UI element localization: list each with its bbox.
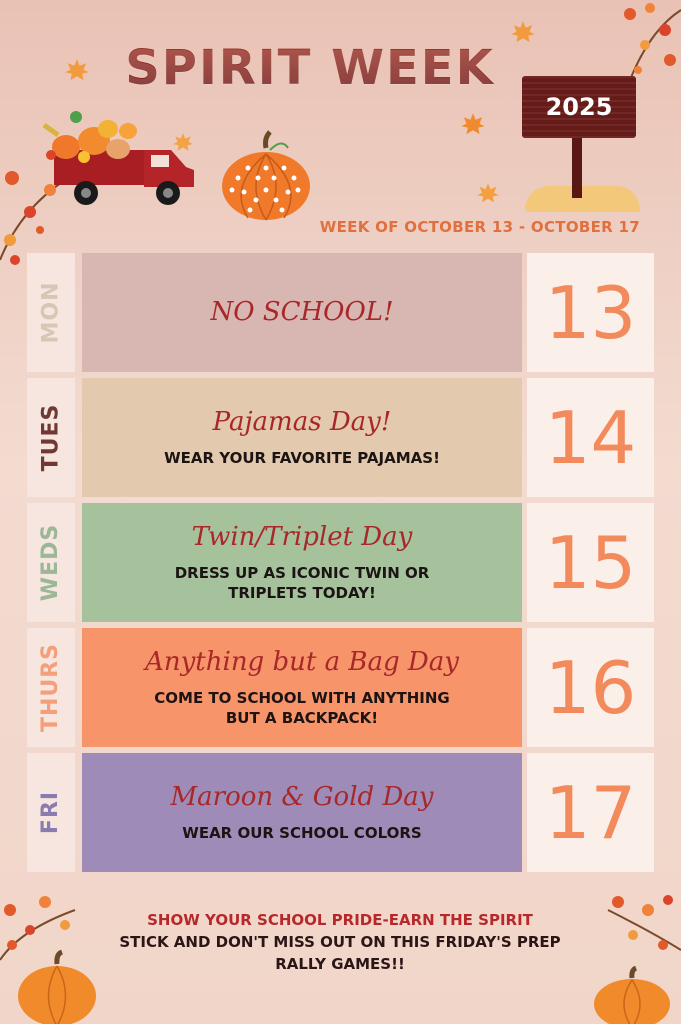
sign-mound bbox=[525, 186, 640, 212]
event-title: Pajamas Day! bbox=[212, 406, 392, 437]
pumpkin-icon bbox=[16, 950, 98, 1024]
day-tab bbox=[27, 503, 75, 622]
day-tab bbox=[27, 378, 75, 497]
date-number: 17 bbox=[527, 753, 654, 872]
polka-dot-pumpkin-icon bbox=[218, 128, 314, 224]
year-signpost-icon bbox=[522, 76, 636, 138]
maple-leaf-icon bbox=[476, 182, 500, 206]
event-description: COME TO SCHOOL WITH ANYTHING BUT A BACKPACK! bbox=[154, 688, 450, 728]
event-title: Maroon & Gold Day bbox=[170, 781, 434, 812]
date-number: 14 bbox=[527, 378, 654, 497]
day-row-tues bbox=[27, 378, 654, 497]
sign-post bbox=[572, 138, 582, 198]
event-description: DRESS UP AS ICONIC TWIN OR TRIPLETS TODAY! bbox=[174, 563, 430, 603]
event-title: Anything but a Bag Day bbox=[145, 646, 459, 677]
page-title: SPIRIT WEEK bbox=[0, 40, 620, 96]
event-title: NO SCHOOL! bbox=[210, 296, 394, 327]
event-title: Twin/Triplet Day bbox=[191, 521, 413, 552]
day-label: FRI bbox=[38, 790, 64, 835]
day-row-thurs bbox=[27, 628, 654, 747]
footer-message bbox=[100, 910, 580, 975]
day-row-mon bbox=[27, 253, 654, 372]
day-row-fri bbox=[27, 753, 654, 872]
week-of-label: WEEK OF OCTOBER 13 - OCTOBER 17 bbox=[319, 218, 640, 236]
event-panel bbox=[82, 503, 522, 622]
day-tab bbox=[27, 753, 75, 872]
day-label: WEDS bbox=[38, 523, 64, 602]
day-tab bbox=[27, 628, 75, 747]
day-tab bbox=[27, 253, 75, 372]
date-number: 15 bbox=[527, 503, 654, 622]
pumpkin-icon bbox=[592, 966, 672, 1024]
event-panel bbox=[82, 628, 522, 747]
footer-line-1: SHOW YOUR SCHOOL PRIDE-EARN THE SPIRIT bbox=[147, 911, 533, 929]
day-row-weds bbox=[27, 503, 654, 622]
year-label: 2025 bbox=[545, 93, 613, 121]
footer-line-2: STICK AND DON'T MISS OUT ON THIS FRIDAY'S PREP RALLY GAMES!! bbox=[119, 932, 561, 973]
day-label: TUES bbox=[38, 403, 64, 472]
event-description: WEAR YOUR FAVORITE PAJAMAS! bbox=[164, 448, 440, 467]
date-number: 13 bbox=[527, 253, 654, 372]
truck-with-pumpkins-icon bbox=[36, 105, 196, 205]
date-number: 16 bbox=[527, 628, 654, 747]
event-panel bbox=[82, 378, 522, 497]
maple-leaf-icon bbox=[460, 112, 486, 138]
event-panel bbox=[82, 253, 522, 372]
event-panel bbox=[82, 753, 522, 872]
day-label: MON bbox=[38, 281, 64, 344]
event-description: WEAR OUR SCHOOL COLORS bbox=[182, 823, 422, 842]
day-label: THURS bbox=[38, 642, 64, 733]
